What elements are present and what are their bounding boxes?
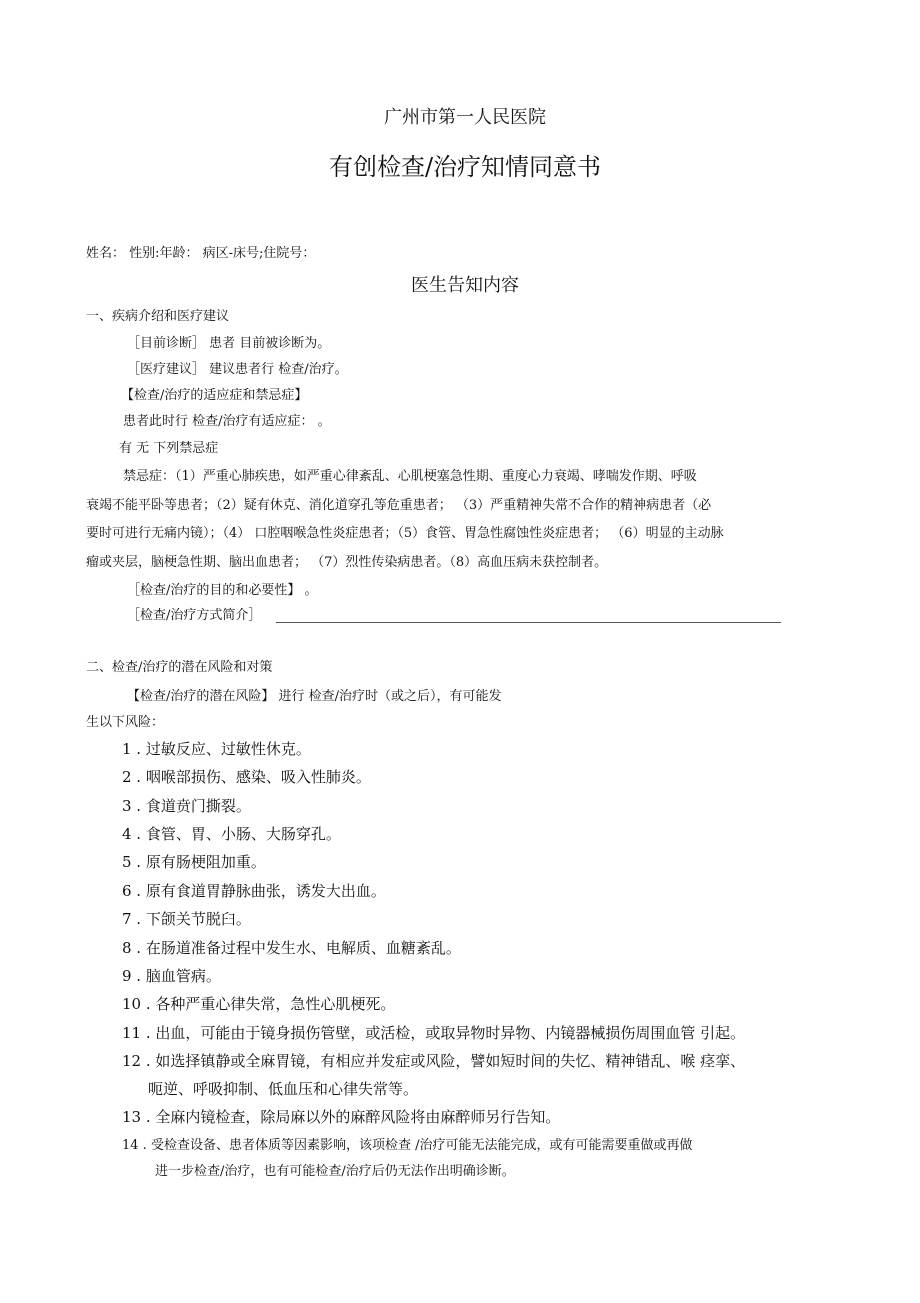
risk-item: 2 . 咽喉部损伤、感染、吸入性肺炎。 <box>122 768 371 786</box>
risk-item: 12 . 如选择镇静或全麻胃镜，有相应并发症或风险，譬如短时间的失忆、精神错乱、喉 痉挛、 <box>122 1052 746 1070</box>
contraindication-line: 瘤或夹层，脑梗急性期、脑出血患者； （7）烈性传染病患者。（8）高血压病未获控制者。 <box>86 555 608 570</box>
diagnosis-line: ［目前诊断］ 患者 目前被诊断为。 <box>127 336 331 351</box>
risk-item: 11 . 出血，可能由于镜身损伤管壁，或活检，或取异物时异物、内镜器械损伤周围血管 引起。 <box>122 1024 746 1042</box>
risk-item: 5 . 原有肠梗阻加重。 <box>122 853 266 871</box>
contraindication-line: 禁忌症：（1）严重心肺疾患，如严重心律紊乱、心肌梗塞急性期、重度心力衰竭、哮喘发作期、呼吸 <box>123 469 697 484</box>
risk-item: 1 . 过敏反应、过敏性休克。 <box>122 740 311 758</box>
indication-line: 患者此时行 检查/治疗有适应症： 。 <box>123 414 331 429</box>
doctor-notice-title: 医生告知内容 <box>411 275 519 296</box>
risk-item: 4 . 食管、胃、小肠、大肠穿孔。 <box>122 825 341 843</box>
risk-item: 9 . 脑血管病。 <box>122 967 221 985</box>
hospital-name: 广州市第一人民医院 <box>384 107 546 128</box>
contraindication-presence: 有 无 下列禁忌症 <box>119 441 219 456</box>
patient-info-line: 姓名： 性别:年龄： 病区-床号;住院号： <box>86 246 316 261</box>
method-underline <box>276 622 781 623</box>
method-line: ［检查/治疗方式简介］ <box>127 608 262 623</box>
contraindication-line: 衰竭不能平卧等患者；（2）疑有休克、消化道穿孔等危重患者； （3）严重精神失常不合作的精神病患者（必 <box>86 498 712 513</box>
risk-item: 13 . 全麻内镜检查，除局麻以外的麻醉风险将由麻醉师另行告知。 <box>122 1108 561 1126</box>
risk-item: 7 . 下颌关节脱臼。 <box>122 910 251 928</box>
risk-item: 10 . 各种严重心律失常，急性心肌梗死。 <box>122 995 396 1013</box>
risk-item: 6 . 原有食道胃静脉曲张，诱发大出血。 <box>122 882 386 900</box>
risk-item-continued: 进一步检查/治疗，也有可能检查/治疗后仍无法作出明确诊断。 <box>155 1164 515 1179</box>
risk-item: 14 . 受检查设备、患者体质等因素影响，该项检查 /治疗可能无法能完成，或有可能需要重做或再做 <box>122 1138 693 1153</box>
risk-item-continued: 呃逆、呼吸抑制、低血压和心律失常等。 <box>148 1080 419 1098</box>
section2-title: 二、检查/治疗的潜在风险和对策 <box>86 660 273 675</box>
advice-line: ［医疗建议］ 建议患者行 检查/治疗。 <box>127 362 348 377</box>
purpose-line: ［检查/治疗的目的和必要性】 。 <box>127 583 318 598</box>
risk-item: 8 . 在肠道准备过程中发生水、电解质、血糖紊乱。 <box>122 939 461 957</box>
section1-title: 一、疾病介绍和医疗建议 <box>86 309 230 324</box>
risk-item: 3 . 食道贲门撕裂。 <box>122 797 251 815</box>
indications-heading: 【检查/治疗的适应症和禁忌症】 <box>121 388 308 403</box>
document-title: 有创检查/治疗知情同意书 <box>328 153 602 181</box>
risk-intro: 【检查/治疗的潜在风险】 进行 检查/治疗时（或之后），有可能发 <box>127 689 502 704</box>
contraindication-line: 要时可进行无痛内镜）；（4） 口腔咽喉急性炎症患者；（5）食管、胃急性腐蚀性炎症患者； （6）明显的主动脉 <box>86 526 724 541</box>
risk-intro-continued: 生以下风险： <box>86 715 165 730</box>
